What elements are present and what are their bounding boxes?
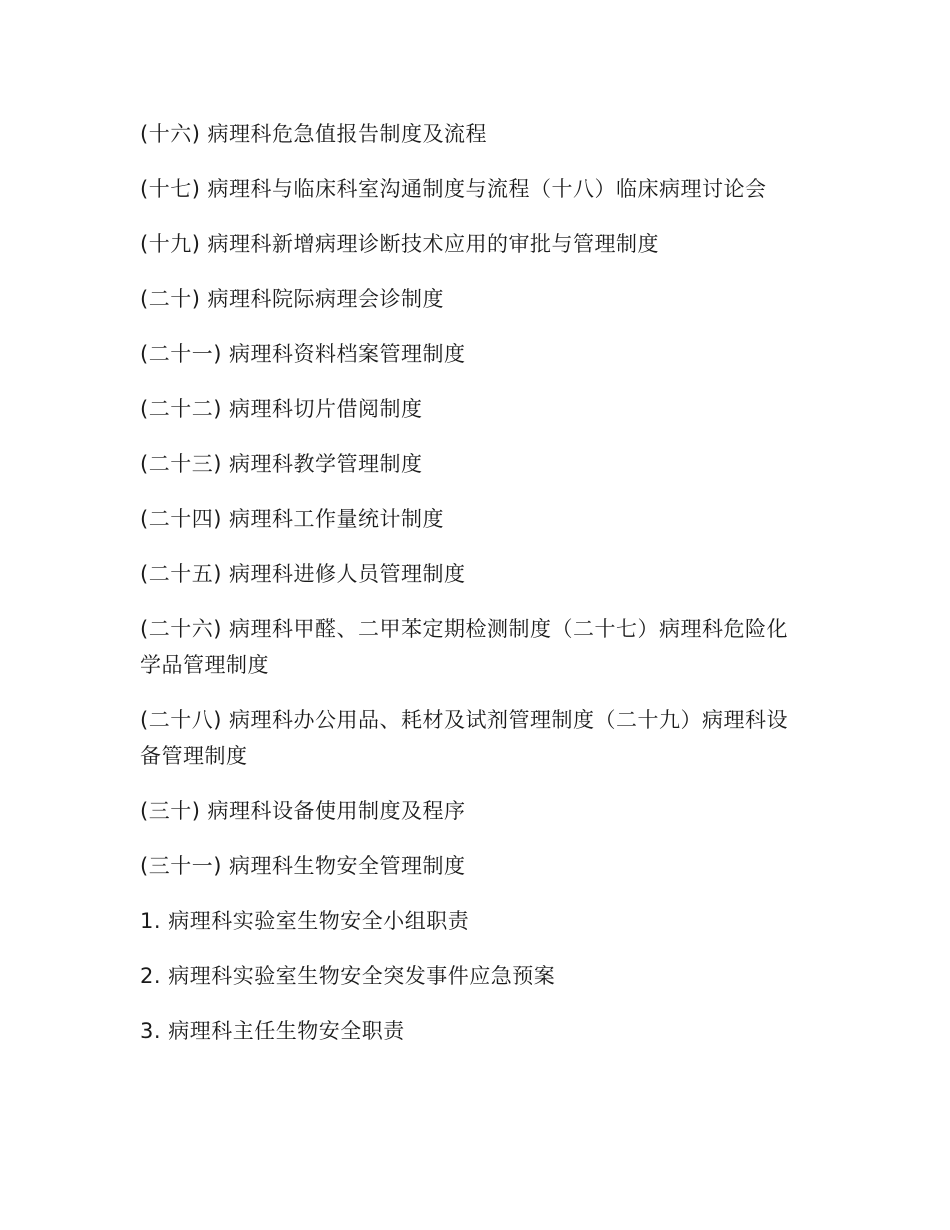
list-item: (三十) 病理科设备使用制度及程序	[140, 799, 466, 823]
list-item: 3. 病理科主任生物安全职责	[140, 1019, 405, 1043]
list-item: (十六) 病理科危急值报告制度及流程	[140, 122, 488, 146]
list-item: 1. 病理科实验室生物安全小组职责	[140, 909, 470, 933]
list-item: (二十五) 病理科进修人员管理制度	[140, 562, 466, 586]
list-item: 2. 病理科实验室生物安全突发事件应急预案	[140, 964, 556, 988]
list-item: (二十八) 病理科办公用品、耗材及试剂管理制度（二十九）病理科设备管理制度	[140, 708, 789, 768]
list-item: (三十一) 病理科生物安全管理制度	[140, 854, 466, 878]
list-item: (二十六) 病理科甲醛、二甲苯定期检测制度（二十七）病理科危险化学品管理制度	[140, 617, 789, 677]
list-item: (二十三) 病理科教学管理制度	[140, 452, 423, 476]
list-item: (十九) 病理科新增病理诊断技术应用的审批与管理制度	[140, 232, 660, 256]
list-item: (二十二) 病理科切片借阅制度	[140, 397, 423, 421]
list-item: (十七) 病理科与临床科室沟通制度与流程（十八）临床病理讨论会	[140, 177, 767, 201]
list-item: (二十四) 病理科工作量统计制度	[140, 507, 445, 531]
list-item: (二十一) 病理科资料档案管理制度	[140, 342, 466, 366]
document-body	[140, 116, 800, 1068]
list-item: (二十) 病理科院际病理会诊制度	[140, 287, 445, 311]
